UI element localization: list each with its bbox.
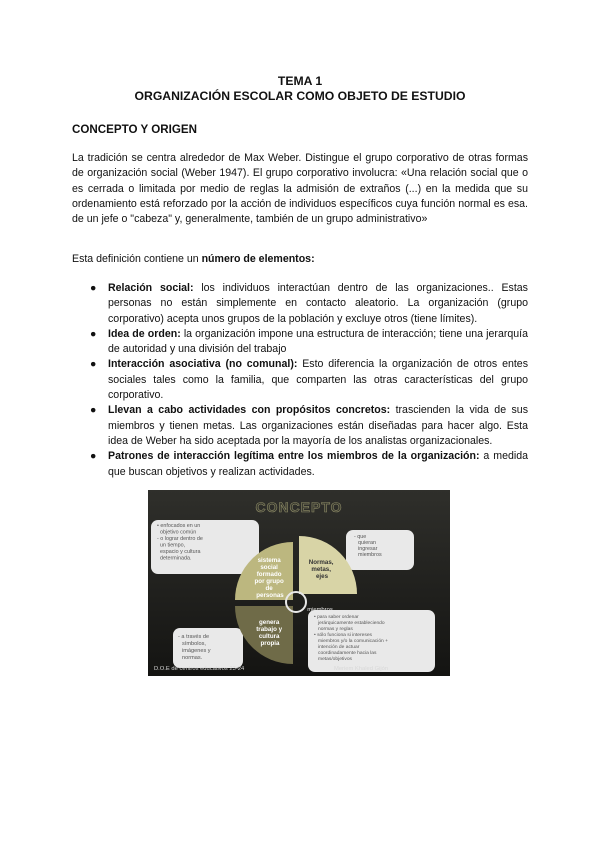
bullet-icon: ● <box>90 282 97 294</box>
center-label: miembros <box>307 607 333 613</box>
element-term: Idea de orden: <box>108 327 181 340</box>
elements-intro-text: Esta definición contiene un <box>72 253 202 265</box>
quadrant-line: Normas, <box>308 559 334 566</box>
quadrant-line: de <box>265 585 273 592</box>
list-item <box>90 449 528 480</box>
element-term: Relación social: <box>108 282 194 294</box>
section-heading: CONCEPTO Y ORIGEN <box>72 123 197 136</box>
list-item <box>90 357 528 403</box>
box-line: un tiempo, <box>160 542 186 549</box>
element-term: Llevan a cabo actividades con propósitos concretos: <box>108 404 391 417</box>
box-line: - o lograr dentro de <box>157 536 203 542</box>
element-text: a medida que buscan objetivos y realizan actividades. <box>108 450 528 478</box>
box-line: imágenes y <box>182 648 211 654</box>
document-title: TEMA 1 <box>277 74 323 88</box>
box-line: • sólo funciona si intereses <box>314 633 372 638</box>
bullet-icon: ● <box>90 404 97 417</box>
bullet-icon: ● <box>90 327 97 340</box>
quadrant-line: social <box>260 564 278 571</box>
quadrant-top-left-text <box>255 557 286 599</box>
elements-intro-bold: número de elementos: <box>201 253 315 265</box>
list-item <box>90 403 528 449</box>
box-line: miembros y/o la comunicación + <box>318 639 388 644</box>
box-line: - que <box>354 534 367 540</box>
quadrant-line: propia <box>260 640 280 647</box>
element-text: Esto diferencia la organización de otros entes sociales tales como la familia, que comparten las otras características del grupo corporativo. <box>108 358 528 402</box>
box-line: objetivo común <box>160 529 197 536</box>
box-line: coordinadamente hacia las <box>318 651 377 656</box>
box-line: símbolos, <box>182 641 206 647</box>
box-line: determinada. <box>160 555 192 562</box>
box-line: metas/objetivos <box>318 657 352 662</box>
intro-paragraph: La tradición se centra alrededor de Max Weber. Distingue el grupo corporativo de otras formas de organización social (Weber 1947). El grupo corporativo involucra: «Una relación social que o es cerrada o limitada por medio de reglas la admisión de extraños (...) en la medida que su ordenamiento está reforzado por la acción de individuos específicos cuya función normal es esa. de un jefe o "cabeza" y, generalmente, también de un grupo administrativo» <box>72 152 528 226</box>
quadrant-line: trabajo y <box>256 626 283 633</box>
box-line: jerárquicamente estableciendo <box>318 621 385 626</box>
box-line: miembros <box>358 552 382 558</box>
list-item <box>90 327 528 358</box>
quadrant-line: metas, <box>311 566 331 573</box>
slide-footer-right: Meriem Khaled Gijón <box>334 666 389 672</box>
bullet-icon: ● <box>90 450 97 463</box>
box-line: • para saber ordenar <box>314 615 359 620</box>
quadrant-line: sistema <box>257 557 281 564</box>
list-item <box>90 281 528 327</box>
quadrant-line: por grupo <box>254 578 284 585</box>
elements-intro <box>72 253 315 265</box>
document-subtitle: ORGANIZACIÓN ESCOLAR COMO OBJETO DE ESTUDIO <box>134 89 466 103</box>
box-line: normas y reglas <box>318 627 353 632</box>
box-line: - a través de <box>178 634 210 640</box>
box-line: • enfocados en un <box>157 523 201 529</box>
quadrant-line: genera <box>258 619 280 626</box>
element-text: trascienden la vida de sus miembros y tienen metas. Las organizaciones están diseñadas para hacer algo. Esta idea de Weber ha sido aceptada por la mayoría de los analistas organizacionales. <box>108 404 528 447</box>
box-line: quieran <box>358 540 376 546</box>
quadrant-line: cultura <box>258 633 280 640</box>
box-line: normas. <box>182 655 203 661</box>
element-term: Patrones de interacción legítima entre los miembros de la organización: <box>108 450 480 463</box>
quadrant-line: ejes <box>315 573 329 580</box>
slide-title: CONCEPTO <box>255 499 343 515</box>
concept-figure <box>148 490 450 676</box>
box-line: espacio y cultura <box>160 549 201 555</box>
slide-footer-left: D.O.E de centros educativos 23-24 <box>154 666 245 672</box>
quadrant-line: personas <box>256 592 284 599</box>
box-line: intención de actuar <box>318 645 360 650</box>
element-term: Interacción asociativa (no comunal): <box>108 358 298 371</box>
quadrant-line: formado <box>256 571 282 578</box>
element-text: la organización impone una estructura de interacción; tiene una jerarquía de autoridad y una división del trabajo <box>108 327 528 356</box>
box-line: ingresar <box>358 546 378 552</box>
elements-list <box>90 281 528 480</box>
element-text: los individuos interactúan dentro de las organizaciones.. Estas personas no están simplemente en contacto aleatorio. La organización (grupo corporativo) acepta unos grupos de la población y excluye otros (tiene límites). <box>108 282 528 325</box>
bullet-icon: ● <box>90 358 97 371</box>
